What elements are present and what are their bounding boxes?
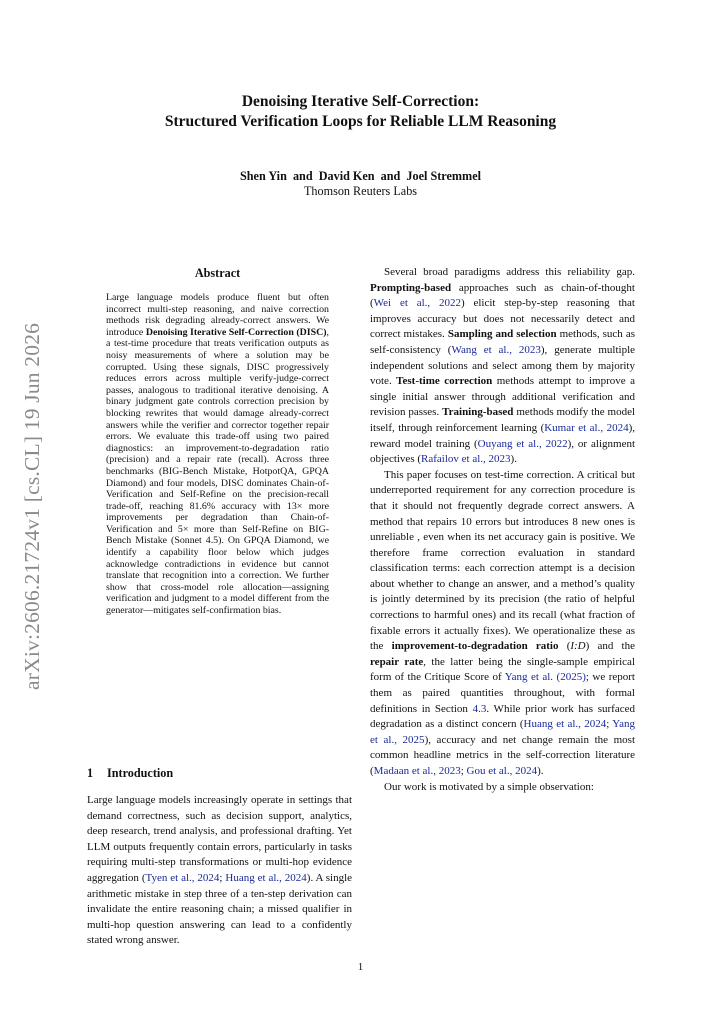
body-text: ), generate multiple independent solutions and select among them by majority vote. [370, 343, 636, 388]
paper-title [0, 92, 721, 132]
citation-link[interactable]: Huang et al., 2024 [523, 718, 607, 731]
abstract-text: Large language models produce fluent but often incorrect multi-step reasoning, and naive correction methods risk degrading already-correct answers. We introduce [106, 292, 329, 338]
citation-link[interactable]: Wang et al., 2023 [451, 343, 541, 356]
citation-link[interactable]: Rafailov et al., 2023 [421, 453, 511, 466]
bold-term: improvement-to-degradation ratio [391, 640, 559, 653]
body-text: ). [537, 765, 544, 777]
math-notation: I:D [570, 640, 586, 653]
intro-right-column [370, 265, 635, 795]
author-1: Shen Yin [240, 169, 287, 183]
bold-term: Test-time correction [396, 375, 493, 388]
citation-link[interactable]: Huang et al., 2024 [225, 871, 307, 884]
author-2: David Ken [318, 169, 375, 183]
body-text: ; [606, 718, 613, 731]
title-line-2: Structured Verification Loops for Reliable LLM Reasoning [164, 113, 557, 130]
abstract-method-name: Denoising Iterative Self-Correction (DISC) [145, 326, 327, 338]
affiliation: Thomson Reuters Labs [303, 184, 418, 198]
intro-left-column [87, 793, 352, 949]
abstract-text: , a test-time procedure that treats verification outputs as noisy measurements of where a solution may be corrupted. Using these signals, DISC progressively reduces errors across multiple verify-judge-correct passes, analogous to traditional iterative denoising. A binary judgment gate controls correction precision by blocking rewrites that would damage already-correct answers while the verifier and corrector together repair errors. We evaluate this trade-off using two paired diagnostics: an improvement-to-degradation ratio (precision) and a repair rate (recall). Across three benchmarks (BIG-Bench Mistake, HotpotQA, GPQA Diamond) and four models, DISC dominates Chain-of-Verification and Self-Refine on the precision-recall trade-off, reaching 81.6% accuracy with 13× more improvements per degradation than Chain-of-Verification and 5× more than Self-Refine on BIG-Bench Mistake (Sonnet 4.5). On GPQA Diamond, we identify a capability floor below which judges acknowledge contradictions in evidence but cannot translate that recognition into a correction. We further show that cross-model role allocation—assigning verification and judgment to a model different from the generator—mitigates self-confirmation bias. [106, 326, 329, 617]
body-text: . While prior work has surfaced degradation as a distinct concern ( [370, 702, 635, 731]
citation-link[interactable]: Ouyang et al., 2022 [477, 437, 568, 450]
body-text: ). A single arithmetic mistake in step three of a ten-step derivation can invalidate the entire reasoning chain; a missed qualifier in multi-hop question answering can lead to a confidently stated wrong answer. [87, 871, 353, 947]
section-ref-link[interactable]: 4.3 [472, 702, 487, 715]
author-3: Joel Stremmel [406, 169, 481, 183]
author-separator: and [292, 169, 313, 183]
bold-term: Sampling and selection [447, 328, 557, 341]
body-text: This paper focuses on test-time correction. A critical but underreported requirement for any correction procedure is that it should not frequently degrade correct answers. A method that repairs 10 errors but introduces 8 new ones is unreliable , even when its net accuracy gain is positive. We therefore frame correction evaluation in standard classification terms: each correction attempt is a decision about whether to change an answer, and a method’s quality is jointly determined by its precision (the ratio of helpful corrections to harmful ones) and its recall (what fraction of fixable errors it actually fixes). We operationalize these as the [370, 468, 635, 653]
body-text: methods, such as self-consistency ( [370, 328, 635, 356]
abstract-body [106, 292, 329, 617]
citation-link[interactable]: Yang et al. (2025) [504, 671, 586, 684]
body-text: ) elicit step-by-step reasoning that improves accuracy but does not necessarily detect and correct mistakes. [370, 297, 635, 341]
section-title: Introduction [107, 766, 174, 780]
body-text: ), or alignment objectives ( [370, 437, 636, 466]
author-separator: and [380, 169, 401, 183]
abstract-heading: Abstract [194, 266, 241, 280]
body-text: Large language models increasingly operate in settings that demand correctness, such as decision support, analytics, deep research, trend analysis, and professional drafting. Yet LLM outputs frequently contain errors, particularly in tasks requiring multi-step transformations or multi-hop evidence aggregation ( [87, 794, 352, 884]
author-names [0, 169, 721, 184]
body-text: ; [460, 765, 467, 777]
body-text: Several broad paradigms address this reliability gap. [384, 266, 635, 278]
abstract-paragraph [106, 292, 329, 617]
bold-term: Prompting-based [370, 281, 452, 294]
bold-term: Training-based [442, 406, 514, 419]
body-text: approaches such as chain-of-thought ( [370, 281, 635, 310]
intro-paragraph-1-start [87, 793, 352, 949]
arxiv-stamp: arXiv:2606.21724v1 [cs.CL] 19 Jun 2026 [20, 322, 44, 690]
intro-paragraph-2 [370, 265, 635, 468]
section-heading-introduction [87, 766, 173, 781]
intro-paragraph-3 [370, 468, 635, 780]
bold-term: repair rate [370, 655, 424, 668]
citation-link[interactable]: Kumar et al., 2024 [544, 421, 629, 434]
body-text: ; [219, 871, 226, 884]
body-text: ), accuracy and net change remain the most common headline metrics in the self-correction literature ( [370, 733, 635, 777]
citation-link[interactable]: Yang et al., 2025 [370, 718, 635, 746]
body-text: ; we report them as paired quantities throughout, with formal definitions in Section [370, 671, 635, 715]
body-text: ) and the [585, 640, 635, 653]
body-text: ), reward model training ( [370, 421, 635, 450]
citation-link[interactable]: Madaan et al., 2023 [373, 765, 461, 777]
author-block [0, 169, 721, 199]
body-text: methods modify the model itself, through reinforcement learning ( [370, 406, 636, 434]
citation-link[interactable]: Gou et al., 2024 [466, 765, 538, 777]
body-text: ( [558, 640, 571, 653]
section-number: 1 [87, 766, 94, 780]
intro-paragraph-4: Our work is motivated by a simple observation: [384, 780, 594, 793]
citation-link[interactable]: Wei et al., 2022 [373, 297, 461, 310]
body-text: ). [510, 453, 517, 466]
body-text: methods attempt to improve a single initial answer through additional verification and revision passes. [370, 375, 635, 419]
title-line-1: Denoising Iterative Self-Correction: [241, 93, 480, 110]
page-number: 1 [357, 961, 364, 973]
citation-link[interactable]: Tyen et al., 2024 [145, 871, 220, 884]
body-text: , the latter being the single-sample empirical form of the Critique Score of [370, 655, 635, 684]
